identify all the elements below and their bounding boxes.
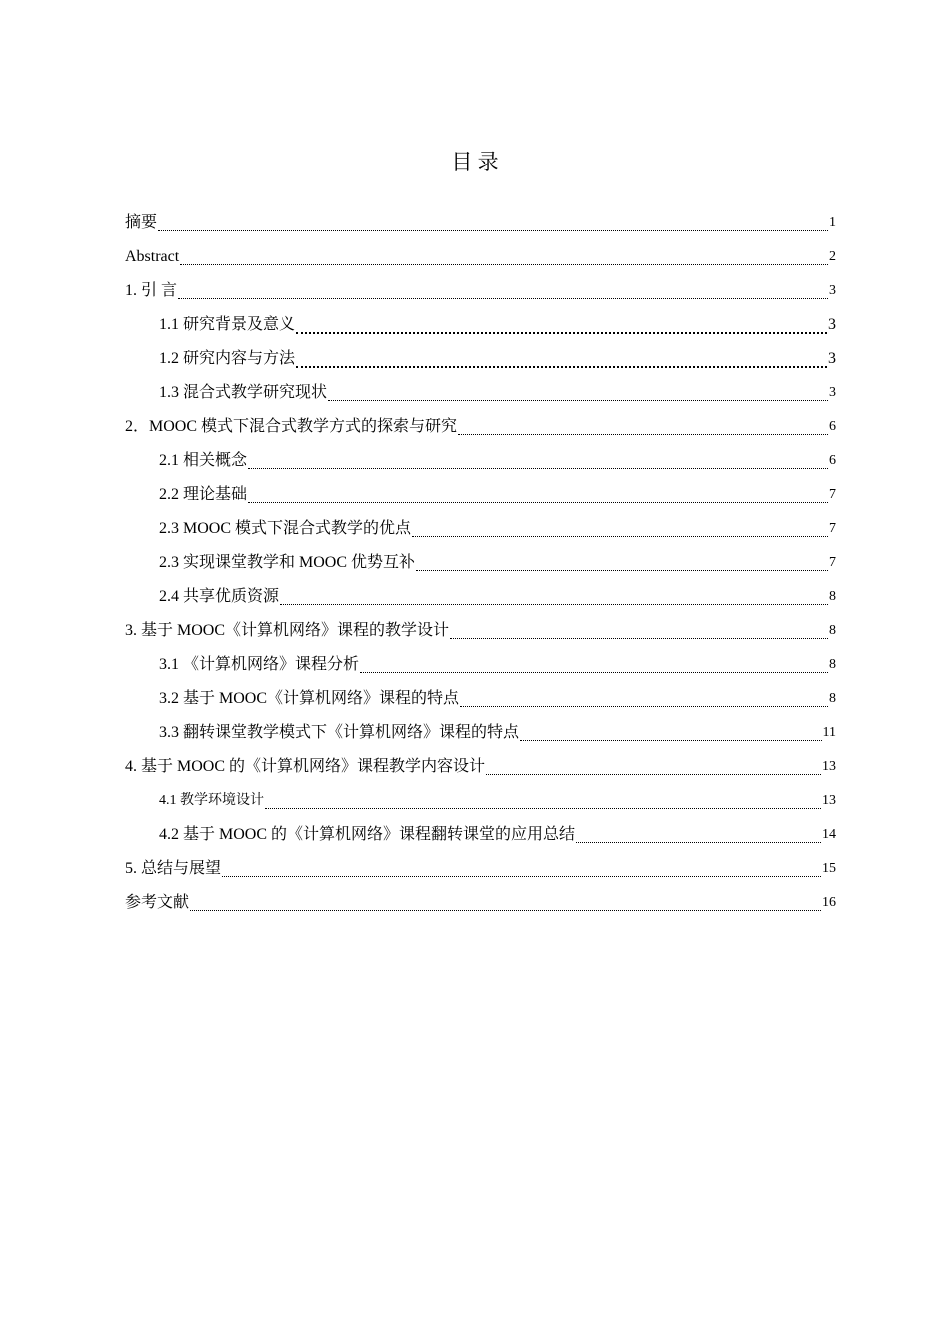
toc-entry[interactable] [125, 274, 836, 308]
toc-entry[interactable] [125, 818, 836, 852]
toc-entry-page: 13 [822, 759, 836, 774]
toc-entry-label: 2．MOOC 模式下混合式教学方式的探索与研究 [125, 418, 458, 435]
toc-entry[interactable] [125, 580, 836, 614]
dot-leader [248, 468, 828, 469]
toc-entry-label: 3.3 翻转课堂教学模式下《计算机网络》课程的特点 [159, 724, 520, 741]
toc-entry[interactable] [125, 444, 836, 478]
toc-entry-page: 7 [829, 487, 836, 502]
toc-entry-label: 4.1 教学环境设计 [159, 793, 264, 808]
toc-entry-label: 1.3 混合式教学研究现状 [159, 384, 328, 401]
toc-entry-page: 11 [822, 725, 836, 740]
toc-entry-page: 13 [822, 793, 836, 808]
toc-entry-page: 3 [829, 283, 836, 298]
toc-entry[interactable] [125, 852, 836, 886]
toc-entry[interactable] [125, 614, 836, 648]
toc-entry-page: 1 [829, 215, 836, 230]
dot-leader [328, 400, 828, 401]
toc-entry[interactable] [125, 648, 836, 682]
toc-entry[interactable] [125, 478, 836, 512]
toc-entry-page: 8 [829, 589, 836, 604]
toc-entry[interactable] [125, 376, 836, 410]
toc-entry[interactable] [125, 886, 836, 920]
dot-leader [360, 672, 828, 673]
toc-entry-label: 3. 基于 MOOC《计算机网络》课程的教学设计 [125, 622, 450, 639]
toc-entry[interactable] [125, 716, 836, 750]
dot-leader [178, 298, 828, 299]
toc-entry[interactable] [125, 546, 836, 580]
toc-entry-label: 1.1 研究背景及意义 [159, 316, 296, 333]
dot-leader [450, 638, 828, 639]
toc-entry-label: 4.2 基于 MOOC 的《计算机网络》课程翻转课堂的应用总结 [159, 826, 576, 843]
toc-entry-label: 2.1 相关概念 [159, 452, 248, 469]
toc-entry-page: 6 [829, 419, 836, 434]
toc-entry[interactable] [125, 784, 836, 818]
dot-leader [486, 774, 821, 775]
toc-entry-label: 2.4 共享优质资源 [159, 588, 280, 605]
toc-entry-page: 14 [822, 827, 836, 842]
toc-title: 目 录 [451, 150, 499, 174]
toc-entry-page: 2 [829, 249, 836, 264]
toc-entry-label: 3.1 《计算机网络》课程分析 [159, 656, 360, 673]
dot-leader [460, 706, 828, 707]
toc-entry-page: 7 [829, 521, 836, 536]
toc-entry-label: 2.3 实现课堂教学和 MOOC 优势互补 [159, 554, 416, 571]
dot-leader [265, 808, 821, 809]
toc-entry-label: 4. 基于 MOOC 的《计算机网络》课程教学内容设计 [125, 758, 486, 775]
toc-entry[interactable] [125, 682, 836, 716]
toc-entry-label: 2.2 理论基础 [159, 486, 248, 503]
dot-leader [190, 910, 821, 911]
dot-leader [280, 604, 828, 605]
dot-leader [296, 366, 827, 368]
dot-leader [412, 536, 828, 537]
toc-entry-label: 参考文献 [125, 894, 190, 911]
toc-entry-label: 1.2 研究内容与方法 [159, 350, 296, 367]
dot-leader [222, 876, 821, 877]
dot-leader [180, 264, 828, 265]
toc-entry-page: 7 [829, 555, 836, 570]
dot-leader [576, 842, 821, 843]
toc-entry[interactable] [125, 512, 836, 546]
toc-entry[interactable] [125, 342, 836, 376]
toc-entry[interactable] [125, 308, 836, 342]
toc-entry-label: 5. 总结与展望 [125, 860, 222, 877]
dot-leader [248, 502, 828, 503]
toc-entry-page: 6 [829, 453, 836, 468]
toc-entry-label: Abstract [125, 248, 180, 265]
toc-entry-page: 3 [828, 350, 836, 367]
dot-leader [458, 434, 828, 435]
toc-entry[interactable] [125, 410, 836, 444]
toc-entry-page: 8 [829, 623, 836, 638]
dot-leader [296, 332, 827, 334]
toc-entry-label: 3.2 基于 MOOC《计算机网络》课程的特点 [159, 690, 460, 707]
toc-entry-page: 8 [829, 691, 836, 706]
dot-leader [520, 740, 822, 741]
toc-entry-label: 2.3 MOOC 模式下混合式教学的优点 [159, 520, 412, 537]
toc-list [125, 206, 836, 920]
toc-entry[interactable] [125, 240, 836, 274]
toc-entry[interactable] [125, 206, 836, 240]
toc-entry-label: 1. 引 言 [125, 282, 178, 299]
toc-entry-page: 8 [829, 657, 836, 672]
toc-entry-page: 3 [829, 385, 836, 400]
toc-entry-page: 3 [828, 316, 836, 333]
dot-leader [158, 230, 828, 231]
toc-entry-label: 摘要 [125, 214, 158, 231]
toc-entry-page: 16 [822, 895, 836, 910]
toc-entry-page: 15 [822, 861, 836, 876]
toc-entry[interactable] [125, 750, 836, 784]
dot-leader [416, 570, 828, 571]
